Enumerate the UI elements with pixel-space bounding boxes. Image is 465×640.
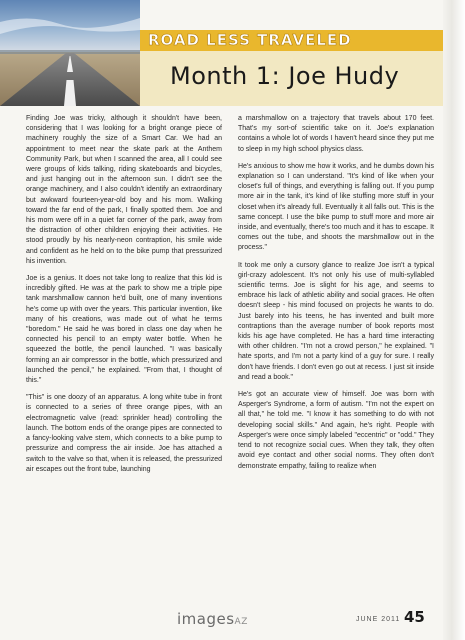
right-column	[238, 114, 434, 479]
page-number: 45	[404, 608, 425, 626]
paragraph: a marshmallow on a trajectory that travels about 170 feet. That's my sort-of scientific take on it. Joe's explanation contains a whole lot of words I haven't heard since they put me to sleep in my high school physics class.	[238, 115, 434, 153]
left-column	[26, 114, 222, 482]
article-title: Month 1: Joe Hudy	[170, 62, 400, 90]
paragraph: Joe is a genius. It does not take long to realize that this kid is incredibly gifted. He was at the park to show me a triple pipe tank marshmallow cannon he'd built, one of many inventions he's come up with over the years. This particular invention, like many of his creations, was made out of what he terms "boredom." He said he was bored in class one day when he connected his pencil to an empty water bottle. When he squeezed the bottle, the pencil launched. "I was basically forming an air compressor in the bottle, which pressurized and launched the pencil," he explained. "From that, I thought of this."	[26, 275, 222, 385]
paragraph: Finding Joe was tricky, although it shouldn't have been, considering that I was looking for a bright orange piece of machinery roughly the size of a Smart Car. We had an appointment to meet near the skate park at the Anthem Community Park, but when I scanned the area, all I could see were groups of kids talking, riding skateboards and bicycles, and just hanging out in the afternoon sun. I didn't see the orange machinery, and I also couldn't identify an extraordinary but awkward fourteen-year-old boy and his mom. Walking toward the far end of the park, I finally spotted them. Joe and his mom were off in a quiet far corner of the park, away from the distraction of other children enjoying their activities. He stood proudly by his nearly-neon contraption, his smile wide and confident as he held on to the bike pump that pressurized his invention.	[26, 115, 222, 265]
paragraph: It took me only a cursory glance to realize Joe isn't a typical girl-crazy adolescent. It's not only his use of multi-syllabled scientific terms. Joe is slight for his age, and seems to embrace his lack of athletic ability and social graces. He often doesn't sleep - his mind focused on projects he wants to do. Just barely into his teens, he has invented and built more contraptions than the average number of book reports most kids his age have completed. He has a hard time interacting with other children. "I'm not a crowd person," he explained. "I hate sports, and I'm not a party kind of a guy for sure. I really don't have friends. I don't even go out at recess. I just sit inside and read a book."	[238, 261, 434, 381]
magazine-name: images	[177, 610, 235, 628]
scan-edge	[443, 0, 465, 640]
section-title: ROAD LESS TRAVELED	[148, 31, 352, 49]
road-photo-image	[0, 0, 140, 106]
paragraph: He's got an accurate view of himself. Joe was born with Asperger's Syndrome, a form of autism. "I'm not the expert on all that," he told me. "I know it has something to do with not developing social skills." And again, he's right. People with Asperger's were once simply labeled "eccentric" or "odd." They tend to not recognize social cues. When they talk, they often avoid eye contact and other social norms. They often don't demonstrate empathy, failing to realize when	[238, 391, 434, 470]
paragraph: He's anxious to show me how it works, and he dumbs down his explanation so I can understand. "It's kind of like when your closet's full of things, and everything is falling out. If you pump more air in the tank, it's kind of like stuffing more stuff in your closet when it's already full. Eventually it all falls out. This is the same concept. I use the bike pump to stuff more and more air inside, and eventually, there's too much and it has to escape. It comes out the tube, and shoots the marshmallow out in the process."	[238, 162, 434, 252]
road-photo	[0, 0, 140, 106]
issue-date: JUNE 2011	[356, 616, 401, 623]
section-banner	[140, 30, 443, 51]
article-title-box	[140, 51, 443, 106]
magazine-logo	[177, 610, 248, 628]
magazine-suffix: AZ	[234, 617, 248, 627]
page-footer	[0, 602, 465, 632]
paragraph: "This" is one doozy of an apparatus. A long white tube in front is connected to a series of three orange pipes, with an electromagnetic valve (read: sprinkler head) controlling the launch. The bottom ends of the orange pipes are connected to a fancy-looking valve stem, which connects to a bike pump to pressurize and compress the air inside. Joe has attached a switch to the valve so that, when it is released, the pressurized air escapes out the front tube, launching	[26, 394, 222, 473]
